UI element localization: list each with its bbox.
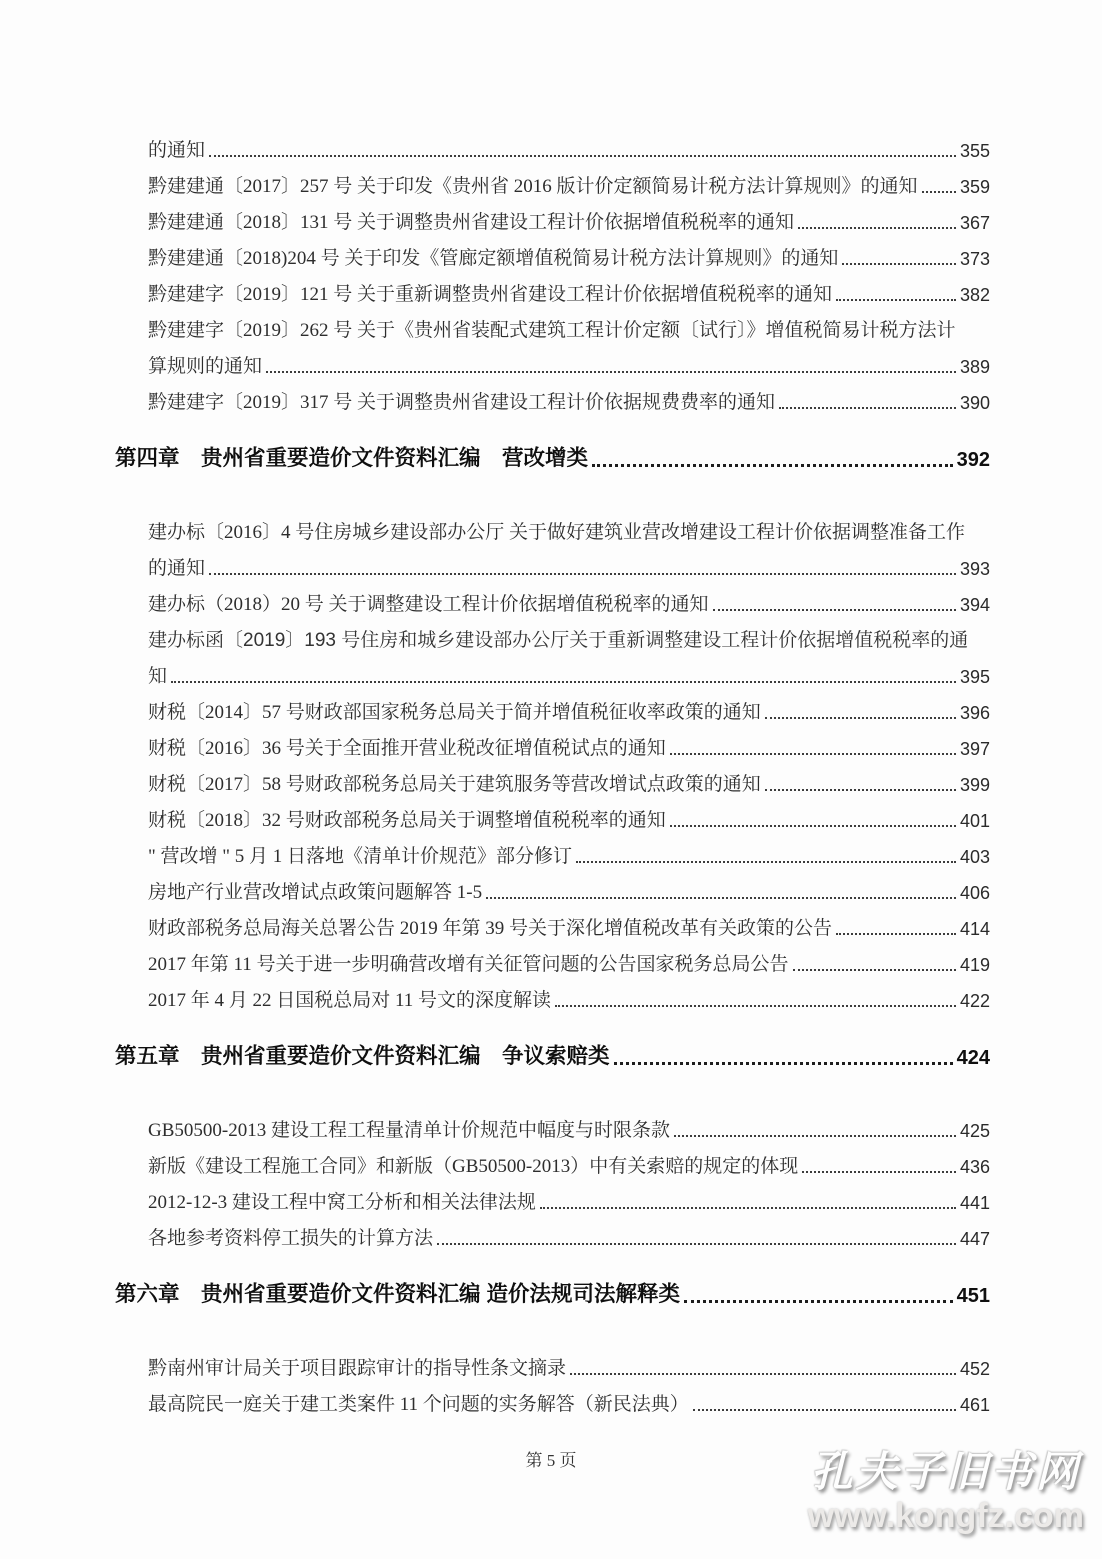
toc-item-text: 知 [148,666,168,687]
dot-leader [171,681,956,683]
dot-leader [670,753,956,755]
dot-leader [540,1207,956,1209]
toc-item-text: 2017 年第 11 号关于进一步明确营改增有关征管问题的公告国家税务总局公告 [148,954,789,975]
page-number: 406 [959,883,990,903]
toc-item-text: 财税〔2017〕58 号财政部税务总局关于建筑服务等营改增试点政策的通知 [148,774,761,795]
page-number: 393 [959,559,990,579]
dot-leader [922,191,956,193]
page-number: 425 [959,1121,990,1141]
toc-item-text: 黔建建通〔2018)204 号 关于印发《管廊定额增值税简易计税方法计算规则》的通知 [148,248,839,269]
toc-item-text: 黔建建通〔2018〕131 号 关于调整贵州省建设工程计价依据增值税税率的通知 [148,212,795,233]
page-number: 390 [959,393,990,413]
dot-leader [765,717,956,719]
toc-item-text: 建办标函〔2019〕193 号住房和城乡建设部办公厅关于重新调整建设工程计价依据增值税税率的通 [148,630,969,651]
dot-leader [674,1135,956,1137]
toc-entry-row [115,234,990,270]
toc-entry-row [115,1344,990,1380]
page-number: 422 [959,991,990,1011]
toc-wrap-row [115,616,990,652]
page-number: 461 [959,1395,990,1415]
toc-item-text: 的通知 [148,140,206,161]
page-footer: 第 5 页 [525,1451,577,1470]
dot-leader [693,1409,956,1411]
page-number: 389 [959,357,990,377]
toc-entry-row [115,544,990,580]
dot-leader [802,1171,956,1173]
page-number: 382 [959,285,990,305]
page-number: 447 [959,1229,990,1249]
dot-leader [570,1373,956,1375]
toc-entry-row [115,342,990,378]
watermark-site-name: 孔夫子旧书网 [810,1449,1081,1496]
toc-chapter-row [115,1272,990,1308]
page-number: 355 [959,141,990,161]
watermark-site-url: www.kongfz.com [807,1496,1084,1535]
toc-entry-row [115,162,990,198]
dot-leader [576,861,956,863]
dot-leader [437,1243,956,1245]
toc-item-text: 2012-12-3 建设工程中窝工分析和相关法律法规 [148,1192,536,1213]
toc-item-text: 第四章 贵州省重要造价文件资料汇编 营改增类 [115,446,589,470]
toc-wrap-row [115,306,990,342]
toc-item-text: 黔建建字〔2019〕121 号 关于重新调整贵州省建设工程计价依据增值税税率的通知 [148,284,833,305]
page-number: 414 [959,919,990,939]
toc-entry-row [115,1214,990,1250]
dot-leader [614,1062,953,1065]
page-number: 451 [956,1285,990,1307]
toc-entry-row [115,1380,990,1416]
toc-item-text: 2017 年 4 月 22 日国税总局对 11 号文的深度解读 [148,990,552,1011]
page-number: 419 [959,955,990,975]
toc-entry-row [115,580,990,616]
page-number: 399 [959,775,990,795]
dot-leader [592,464,953,467]
dot-leader [836,933,956,935]
toc-item-text: 第五章 贵州省重要造价文件资料汇编 争议索赔类 [115,1044,610,1068]
dot-leader [670,825,956,827]
dot-leader [266,371,956,373]
toc-item-text: 各地参考资料停工损失的计算方法 [148,1228,434,1249]
dot-leader [684,1300,953,1303]
toc-item-text: 最高院民一庭关于建工类案件 11 个问题的实务解答（新民法典） [148,1394,689,1415]
toc-entry-row [115,940,990,976]
page-number: 403 [959,847,990,867]
page-number: 396 [959,703,990,723]
page-number: 359 [959,177,990,197]
dot-leader [842,263,956,265]
toc-entry-row [115,1142,990,1178]
toc-item-text: 新版《建设工程施工合同》和新版（GB50500-2013）中有关索赔的规定的体现 [148,1156,799,1177]
toc-entry-row [115,760,990,796]
dot-leader [486,897,956,899]
dot-leader [779,407,956,409]
toc-item-text: 财税〔2014〕57 号财政部国家税务总局关于简并增值税征收率政策的通知 [148,702,761,723]
toc-entry-row [115,1178,990,1214]
page-number: 397 [959,739,990,759]
toc-item-text: 的通知 [148,558,206,579]
toc-item-text: 黔建建字〔2019〕317 号 关于调整贵州省建设工程计价依据规费费率的通知 [148,392,776,413]
toc-item-text: 房地产行业营改增试点政策问题解答 1-5 [148,882,483,903]
dot-leader [765,789,956,791]
toc-item-text: 建办标〔2016〕4 号住房城乡建设部办公厅 关于做好建筑业营改增建设工程计价依据调整准备工作 [148,522,966,543]
toc-item-text: GB50500-2013 建设工程工程量清单计价规范中幅度与时限条款 [148,1120,670,1141]
toc-list [115,126,990,1416]
page-number: 392 [956,449,990,471]
dot-leader [836,299,956,301]
page-number: 436 [959,1157,990,1177]
page-number: 373 [959,249,990,269]
toc-entry-row [115,724,990,760]
toc-entry-row [115,1106,990,1142]
toc-entry-row [115,976,990,1012]
toc-entry-row [115,688,990,724]
toc-entry-row [115,198,990,234]
dot-leader [555,1005,956,1007]
dot-leader [209,573,956,575]
toc-item-text: 算规则的通知 [148,356,263,377]
toc-wrap-row [115,508,990,544]
toc-item-text: 财税〔2016〕36 号关于全面推开营业税改征增值税试点的通知 [148,738,666,759]
toc-item-text: 财税〔2018〕32 号财政部税务总局关于调整增值税税率的通知 [148,810,666,831]
dot-leader [713,609,956,611]
toc-entry-row [115,796,990,832]
page-number: 441 [959,1193,990,1213]
toc-item-text: 建办标（2018）20 号 关于调整建设工程计价依据增值税税率的通知 [148,594,709,615]
page-number: 401 [959,811,990,831]
page-number: 367 [959,213,990,233]
toc-chapter-row [115,1034,990,1070]
dot-leader [793,969,956,971]
page-number: 424 [956,1047,990,1069]
toc-item-text: 黔建建字〔2019〕262 号 关于《贵州省装配式建筑工程计价定额〔试行〕》增值税简易计税方法计 [148,320,956,341]
toc-entry-row [115,126,990,162]
toc-entry-row [115,832,990,868]
toc-item-text: 财政部税务总局海关总署公告 2019 年第 39 号关于深化增值税改革有关政策的公告 [148,918,833,939]
toc-entry-row [115,652,990,688]
toc-chapter-row [115,436,990,472]
page-number: 394 [959,595,990,615]
toc-item-text: 黔建建通〔2017〕257 号 关于印发《贵州省 2016 版计价定额简易计税方法计算规则》的通知 [148,176,918,197]
toc-item-text: 第六章 贵州省重要造价文件资料汇编 造价法规司法解释类 [115,1282,680,1306]
page-number: 395 [959,667,990,687]
toc-entry-row [115,270,990,306]
toc-item-text: 黔南州审计局关于项目跟踪审计的指导性条文摘录 [148,1358,567,1379]
toc-entry-row [115,868,990,904]
toc-entry-row [115,904,990,940]
toc-item-text: " 营改增 " 5 月 1 日落地《清单计价规范》部分修订 [148,846,573,867]
dot-leader [798,227,956,229]
page-number: 452 [959,1359,990,1379]
toc-entry-row [115,378,990,414]
dot-leader [209,155,956,157]
